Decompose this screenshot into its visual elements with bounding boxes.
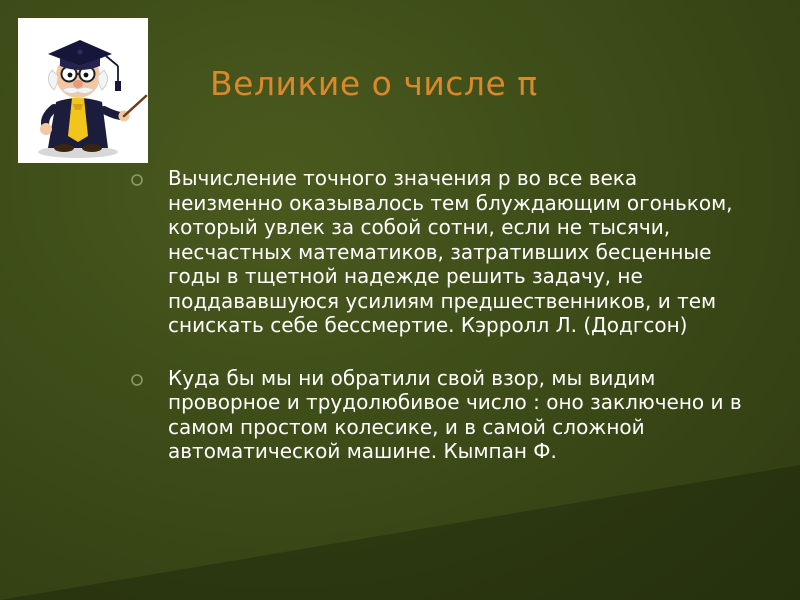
- bullet-item-2: [130, 366, 750, 464]
- hollow-circle-bullet-icon: [130, 172, 144, 186]
- bullet-item-1: [130, 166, 750, 338]
- slide-title: Великие о числе π: [210, 64, 538, 103]
- hollow-circle-bullet-icon: [130, 372, 144, 386]
- professor-teacher-clipart-icon: [18, 18, 148, 163]
- bullet-text-1: Вычисление точного значения р во все века неизменно оказывалось тем блуждающим огоньком, который увлек за собой сотни, если не тысячи, несчастных математиков, затративших бесценные годы в тщетной надежде решить задачу, не поддававшуюся усилиям предшественников, и тем снискать себе бессмертие. Кэрролл Л. (Додгсон): [168, 166, 733, 337]
- bullet-text-2: Куда бы мы ни обратили свой взор, мы видим проворное и трудолюбивое число : оно заключено и в самом простом колесике, и в самой сложной автоматической машине. Кымпан Ф.: [168, 365, 742, 463]
- professor-clipart: [18, 18, 148, 163]
- bullet-list: [130, 166, 750, 492]
